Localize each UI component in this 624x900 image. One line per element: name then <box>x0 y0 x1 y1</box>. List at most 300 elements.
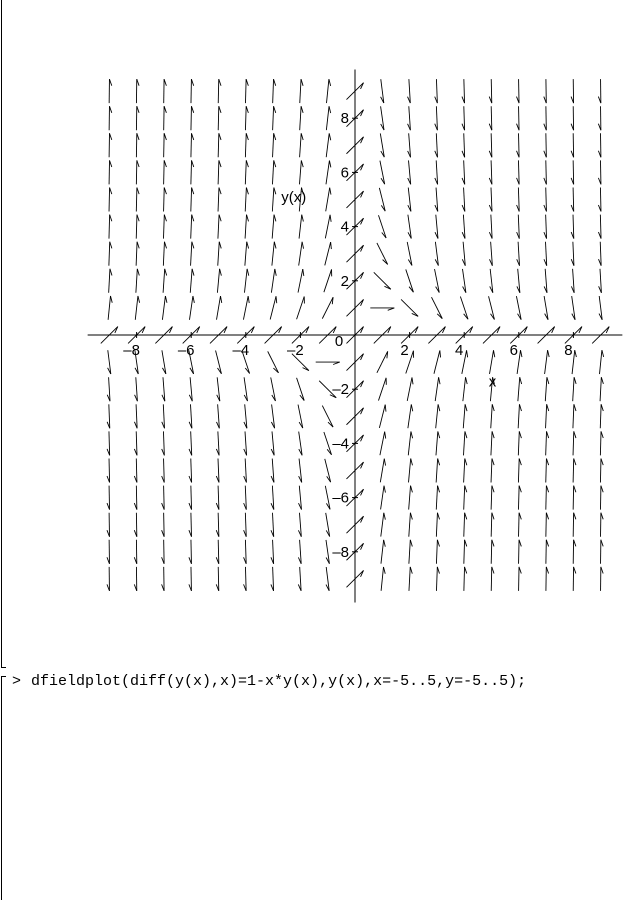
direction-arrow <box>271 540 274 564</box>
direction-arrow <box>408 404 413 428</box>
direction-arrow <box>601 513 604 537</box>
direction-arrow <box>191 106 194 130</box>
direction-arrow <box>316 362 340 364</box>
direction-arrow <box>435 215 438 239</box>
direction-arrow <box>218 215 221 239</box>
direction-arrow <box>489 133 492 157</box>
direction-arrow <box>600 486 603 510</box>
direction-arrow <box>326 79 330 103</box>
direction-arrow <box>109 215 112 239</box>
direction-arrow <box>518 459 521 483</box>
direction-arrow <box>601 567 604 591</box>
direction-arrow <box>300 79 303 103</box>
direction-arrow <box>491 431 494 455</box>
direction-arrow <box>517 215 520 239</box>
direction-arrow <box>299 242 304 266</box>
direction-arrow <box>573 540 576 564</box>
direction-arrow <box>271 431 274 455</box>
y-tick-label: –6 <box>332 489 349 507</box>
direction-arrow <box>190 269 194 293</box>
direction-arrow <box>600 431 603 455</box>
direction-arrow <box>571 215 574 239</box>
direction-arrow <box>245 133 248 157</box>
direction-arrow <box>544 133 547 157</box>
direction-arrow <box>272 160 275 184</box>
direction-arrow <box>544 215 547 239</box>
direction-arrow <box>409 486 413 510</box>
direction-arrow <box>491 404 494 428</box>
direction-arrow <box>464 459 467 483</box>
direction-arrow <box>436 540 439 564</box>
direction-arrow <box>322 297 333 318</box>
direction-arrow <box>162 459 165 483</box>
direction-arrow <box>436 404 440 428</box>
direction-arrow <box>462 133 465 157</box>
direction-arrow <box>545 350 550 374</box>
direction-arrow <box>216 540 219 564</box>
direction-arrow <box>245 215 248 239</box>
direction-arrow <box>191 188 194 212</box>
direction-arrow <box>107 377 110 401</box>
direction-arrow <box>136 242 139 266</box>
direction-arrow <box>571 269 574 293</box>
direction-arrow <box>218 188 221 212</box>
direction-arrow <box>546 459 549 483</box>
direction-arrow <box>272 215 276 239</box>
direction-arrow <box>326 513 330 537</box>
direction-arrow <box>573 513 576 537</box>
direction-arrow <box>189 567 192 591</box>
direction-arrow <box>435 160 438 184</box>
direction-arrow <box>273 133 276 157</box>
direction-arrow <box>245 160 248 184</box>
direction-arrow <box>544 242 547 266</box>
x-tick-label: 4 <box>455 342 464 359</box>
direction-arrow <box>162 431 165 455</box>
direction-arrow <box>162 567 165 591</box>
direction-arrow <box>134 459 137 483</box>
direction-arrow <box>189 404 192 428</box>
direction-arrow <box>573 459 576 483</box>
direction-arrow <box>462 106 465 130</box>
direction-arrow <box>489 79 492 103</box>
direction-arrow <box>517 242 520 266</box>
direction-arrow <box>244 567 247 591</box>
direction-arrow <box>135 377 138 401</box>
direction-arrow <box>380 133 384 157</box>
direction-arrow <box>600 404 603 428</box>
direction-arrow <box>598 160 601 184</box>
direction-arrow <box>600 377 603 401</box>
direction-arrow <box>244 431 247 455</box>
direction-arrow <box>136 79 139 103</box>
direction-arrow <box>299 486 302 510</box>
direction-arrow <box>546 540 549 564</box>
input-command[interactable]: dfieldplot(diff(y(x),x)=1-x*y(x),y(x),x=-5..5,y=-5..5); <box>31 673 527 690</box>
direction-arrow <box>435 133 438 157</box>
direction-arrow <box>191 133 194 157</box>
direction-arrow <box>571 106 574 130</box>
direction-arrow <box>299 459 302 483</box>
direction-arrow <box>109 269 112 293</box>
direction-arrow <box>378 378 386 401</box>
direction-arrow <box>435 269 440 293</box>
direction-arrow <box>599 242 602 266</box>
direction-arrow <box>162 404 165 428</box>
direction-arrow <box>600 459 603 483</box>
direction-arrow <box>217 377 220 401</box>
direction-arrow <box>573 486 576 510</box>
direction-arrow <box>464 567 467 591</box>
direction-arrow <box>517 160 520 184</box>
direction-arrow <box>162 377 165 401</box>
direction-arrow <box>544 79 547 103</box>
x-axis-label: x <box>488 373 497 391</box>
direction-arrow <box>162 350 166 374</box>
direction-arrow <box>136 269 139 293</box>
direction-arrow <box>377 243 388 264</box>
direction-arrow <box>299 160 303 184</box>
direction-arrow <box>272 188 275 212</box>
input-prompt: > <box>12 673 22 690</box>
direction-arrow <box>408 106 411 130</box>
direction-arrow <box>271 486 274 510</box>
direction-arrow <box>164 160 167 184</box>
direction-arrow <box>325 486 330 510</box>
y-tick-label: –4 <box>332 435 349 453</box>
y-tick-label: –2 <box>332 381 349 399</box>
direction-arrow <box>107 567 109 591</box>
direction-arrow <box>244 459 247 483</box>
direction-arrow <box>273 106 276 130</box>
direction-arrow <box>162 540 165 564</box>
direction-arrow <box>462 269 465 293</box>
direction-arrow <box>218 133 221 157</box>
direction-arrow <box>517 269 520 293</box>
direction-arrow <box>326 106 330 130</box>
direction-arrow <box>378 215 386 238</box>
direction-arrow <box>491 540 494 564</box>
direction-arrow <box>408 160 411 184</box>
direction-arrow <box>408 79 411 103</box>
direction-arrow <box>136 188 139 212</box>
direction-arrow <box>489 188 492 212</box>
direction-arrow <box>163 215 166 239</box>
direction-arrow <box>216 350 222 373</box>
direction-arrow <box>370 308 394 310</box>
direction-arrow <box>436 459 439 483</box>
direction-arrow <box>598 215 601 239</box>
direction-arrow <box>598 133 601 157</box>
direction-arrow <box>401 299 418 316</box>
direction-arrow <box>326 540 329 564</box>
x-tick-label: 2 <box>400 342 409 359</box>
execution-group-bracket-head <box>1 676 6 677</box>
direction-arrow <box>408 431 412 455</box>
direction-arrow <box>245 79 248 103</box>
direction-arrow <box>516 296 521 320</box>
direction-arrow <box>601 540 604 564</box>
direction-arrow <box>571 133 574 157</box>
direction-arrow <box>107 459 110 483</box>
direction-arrow <box>325 215 331 239</box>
direction-arrow <box>518 486 521 510</box>
direction-arrow <box>325 459 331 482</box>
direction-arrow <box>407 242 412 266</box>
direction-arrow <box>463 404 467 428</box>
direction-arrow <box>134 431 137 455</box>
direction-arrow <box>324 432 332 455</box>
direction-arrow <box>189 296 194 320</box>
direction-arrow <box>109 79 112 103</box>
direction-arrow <box>381 79 384 103</box>
direction-arrow <box>435 242 438 266</box>
direction-arrow <box>407 377 413 401</box>
x-tick-label: –8 <box>123 342 140 359</box>
direction-arrow <box>462 160 465 184</box>
direction-arrow <box>491 459 494 483</box>
direction-arrow <box>409 567 412 591</box>
direction-arrow <box>189 431 192 455</box>
x-tick-label: 0 <box>334 333 344 350</box>
direction-arrow <box>272 242 276 266</box>
direction-arrow <box>517 188 520 212</box>
direction-arrow <box>462 79 465 103</box>
direction-arrow <box>134 540 137 564</box>
direction-arrow <box>134 513 137 537</box>
direction-arrow <box>298 405 303 429</box>
direction-arrow <box>572 296 575 320</box>
direction-arrow <box>462 188 465 212</box>
direction-arrow <box>244 377 247 401</box>
direction-arrow <box>379 405 386 428</box>
direction-arrow <box>218 79 221 103</box>
direction-arrow <box>374 272 391 289</box>
direction-arrow <box>270 296 277 319</box>
direction-arrow <box>432 297 443 318</box>
direction-arrow <box>322 406 333 427</box>
direction-arrow <box>408 215 411 239</box>
maple-input-line[interactable] <box>12 673 526 691</box>
direction-arrow <box>464 513 467 537</box>
direction-arrow <box>107 513 110 537</box>
direction-arrow <box>271 377 276 401</box>
direction-arrow <box>381 486 386 510</box>
direction-arrow <box>519 513 522 537</box>
x-tick-label: –2 <box>287 342 304 359</box>
direction-arrow <box>245 106 248 130</box>
direction-arrow <box>189 513 192 537</box>
direction-arrow <box>598 106 600 130</box>
direction-arrow <box>217 269 221 293</box>
direction-arrow <box>435 79 438 103</box>
direction-arrow <box>571 160 574 184</box>
direction-arrow <box>245 242 249 266</box>
direction-arrow <box>546 513 549 537</box>
direction-arrow <box>546 431 549 455</box>
direction-arrow <box>377 351 388 372</box>
direction-arrow <box>464 540 467 564</box>
direction-arrow <box>136 133 139 157</box>
direction-arrow <box>464 486 467 510</box>
direction-arrow <box>380 161 385 185</box>
direction-arrow <box>599 296 602 320</box>
direction-arrow <box>216 513 219 537</box>
direction-arrow <box>244 513 247 537</box>
direction-arrow <box>244 486 247 510</box>
y-axis-label: y(x) <box>281 189 307 207</box>
direction-arrow <box>409 540 412 564</box>
direction-arrow <box>109 133 112 157</box>
direction-arrow <box>162 513 165 537</box>
direction-arrow <box>409 459 413 483</box>
direction-arrow <box>298 540 301 564</box>
direction-arrow <box>544 160 547 184</box>
direction-arrow <box>573 377 576 401</box>
direction-arrow <box>517 133 520 157</box>
direction-arrow <box>435 106 438 130</box>
direction-arrow <box>435 377 440 401</box>
direction-arrow <box>490 269 493 293</box>
direction-arrow <box>544 269 547 293</box>
direction-arrow <box>460 297 468 320</box>
direction-arrow <box>489 160 492 184</box>
direction-arrow <box>489 296 495 319</box>
direction-arrow <box>518 404 521 428</box>
direction-arrow <box>108 350 111 374</box>
direction-arrow <box>163 269 167 293</box>
direction-arrow <box>244 540 247 564</box>
direction-arrow <box>489 215 492 239</box>
direction-arrow <box>434 350 441 373</box>
direction-arrow <box>107 486 110 510</box>
direction-arrow <box>136 160 139 184</box>
direction-arrow <box>489 242 492 266</box>
direction-arrow <box>573 567 576 591</box>
direction-arrow <box>326 161 331 185</box>
direction-arrow <box>406 269 414 292</box>
direction-arrow <box>107 431 110 455</box>
direction-arrow <box>189 377 192 401</box>
direction-arrow <box>216 486 219 510</box>
direction-arrow <box>544 296 548 320</box>
x-tick-label: –6 <box>177 342 195 359</box>
direction-arrow <box>571 79 573 103</box>
direction-arrow <box>546 567 549 591</box>
direction-arrow <box>462 242 465 266</box>
x-tick-label: –4 <box>232 342 250 359</box>
direction-arrow <box>408 133 411 157</box>
direction-arrow <box>436 567 439 591</box>
direction-arrow <box>243 296 249 320</box>
direction-arrow <box>519 567 522 591</box>
direction-arrow <box>324 269 332 292</box>
direction-arrow <box>518 377 522 401</box>
direction-arrow <box>380 432 386 456</box>
direction-arrow <box>136 215 139 239</box>
direction-arrow <box>216 431 219 455</box>
direction-arrow <box>135 296 139 320</box>
direction-arrow <box>519 540 522 564</box>
direction-arrow <box>436 513 439 537</box>
direction-arrow <box>298 269 304 293</box>
direction-arrow <box>164 106 167 130</box>
direction-arrow <box>409 513 413 537</box>
direction-arrow <box>544 106 547 130</box>
direction-arrow <box>300 133 304 157</box>
direction-arrow <box>463 377 467 401</box>
direction-arrow <box>216 459 219 483</box>
direction-arrow <box>216 404 219 428</box>
direction-arrow <box>297 378 305 401</box>
direction-arrow <box>571 242 574 266</box>
direction-arrow <box>109 242 112 266</box>
direction-arrow <box>490 350 495 374</box>
direction-arrow <box>108 296 112 320</box>
output-group-bracket-foot <box>1 667 6 668</box>
direction-arrow <box>273 79 276 103</box>
direction-arrow <box>189 486 192 510</box>
direction-arrow <box>109 106 112 130</box>
direction-arrow <box>491 567 494 591</box>
direction-arrow <box>163 242 166 266</box>
direction-arrow <box>573 431 576 455</box>
direction-arrow <box>136 106 139 130</box>
direction-arrow <box>518 431 521 455</box>
direction-arrow <box>189 459 192 483</box>
direction-arrow <box>218 160 221 184</box>
direction-arrow <box>271 269 276 293</box>
direction-arrow <box>109 160 112 184</box>
direction-arrow <box>298 513 301 537</box>
direction-arrow <box>164 188 167 212</box>
direction-arrow <box>245 188 248 212</box>
direction-arrow <box>216 567 219 591</box>
direction-arrow <box>546 486 549 510</box>
direction-arrow <box>436 486 439 510</box>
direction-arrow <box>191 79 194 103</box>
direction-arrow <box>107 404 110 428</box>
direction-arrow <box>572 350 576 374</box>
direction-arrow <box>545 377 549 401</box>
direction-arrow <box>381 513 386 537</box>
direction-arrow <box>381 540 385 564</box>
direction-arrow <box>218 106 221 130</box>
y-tick-label: 2 <box>340 272 349 290</box>
direction-arrow <box>517 106 520 130</box>
y-tick-label: 6 <box>340 164 349 182</box>
direction-arrow <box>189 540 192 564</box>
y-tick-label: 4 <box>340 218 349 236</box>
direction-arrow <box>381 567 385 591</box>
direction-arrow <box>299 432 302 456</box>
direction-arrow <box>599 350 603 374</box>
direction-arrow <box>463 431 466 455</box>
direction-arrow <box>462 215 465 239</box>
direction-arrow <box>164 133 167 157</box>
direction-arrow <box>571 188 574 212</box>
direction-arrow <box>598 188 601 212</box>
direction-arrow <box>491 486 494 510</box>
direction-arrow <box>326 567 329 591</box>
direction-arrow <box>325 242 332 265</box>
direction-arrow <box>491 513 494 537</box>
direction-arrow <box>599 269 602 293</box>
direction-arrow <box>134 486 137 510</box>
execution-group-bracket[interactable] <box>1 676 2 900</box>
direction-arrow <box>573 404 576 428</box>
direction-arrow <box>244 404 247 428</box>
